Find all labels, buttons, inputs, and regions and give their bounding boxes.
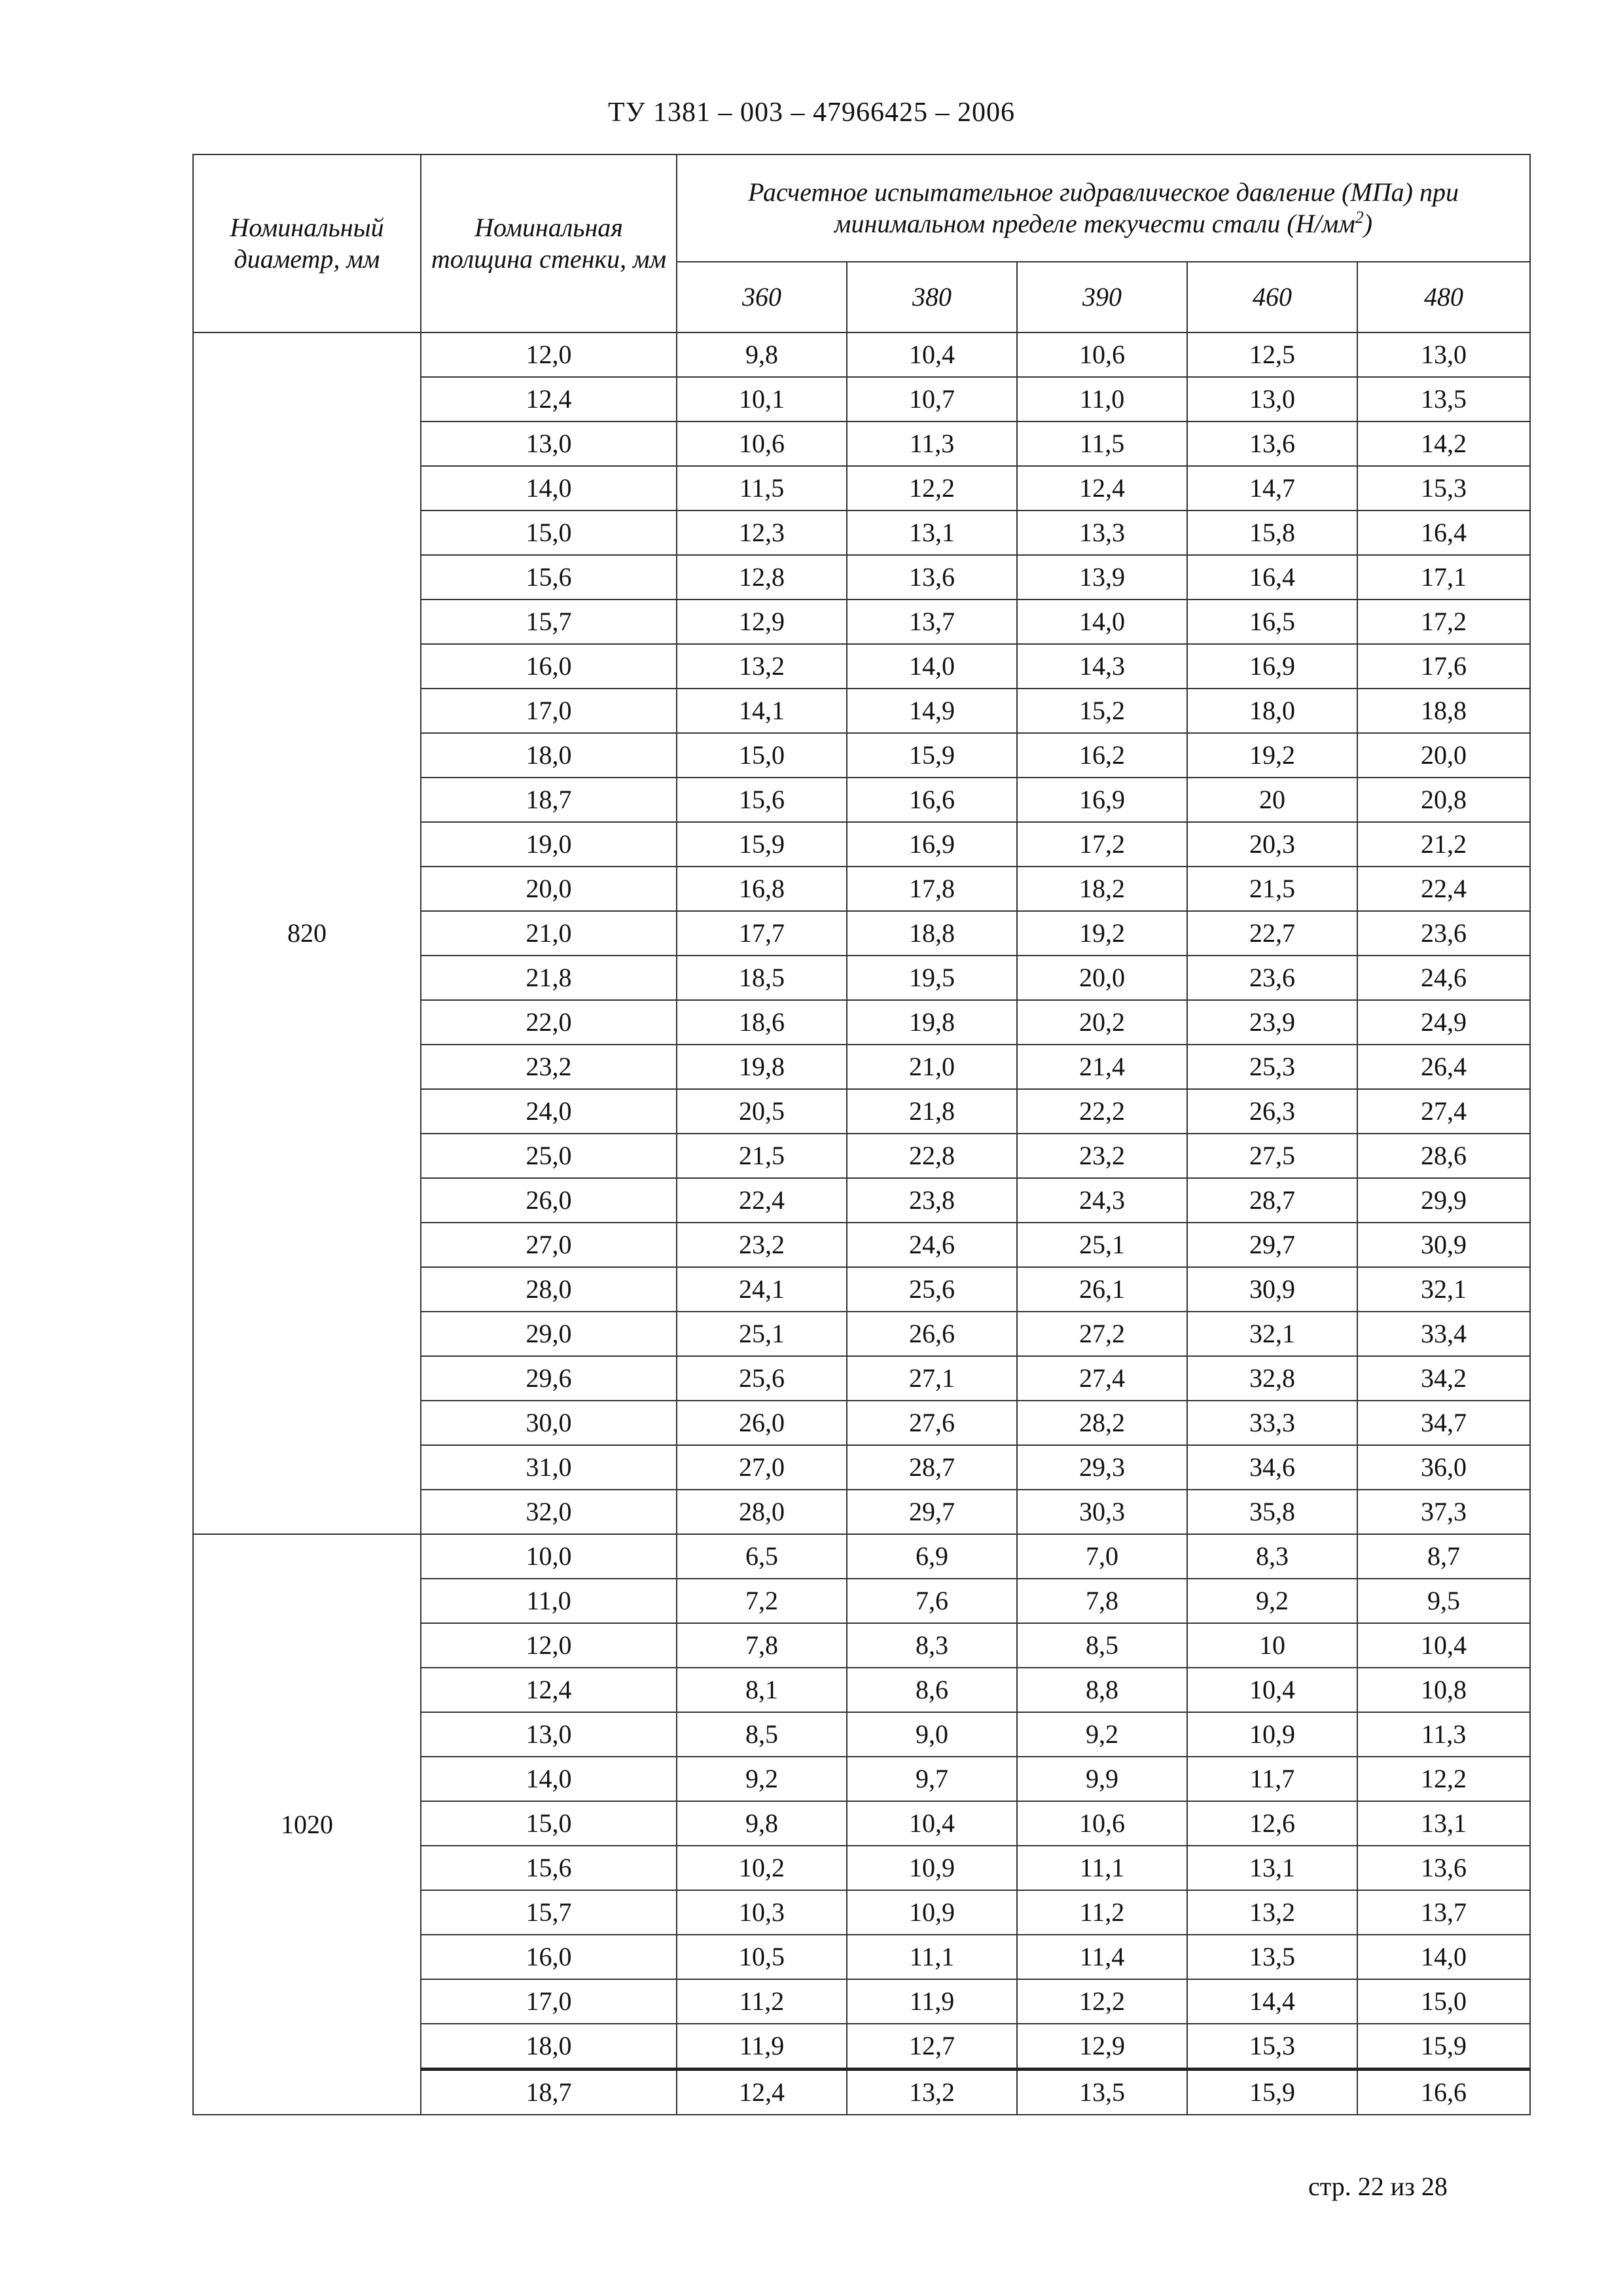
pressure-cell: 37,3 — [1357, 1490, 1530, 1534]
pressure-cell: 15,9 — [677, 822, 847, 867]
pressure-cell: 23,9 — [1187, 1000, 1357, 1045]
thickness-cell: 12,0 — [421, 1623, 677, 1668]
pressure-cell: 15,9 — [1187, 2070, 1357, 2115]
pressure-cell: 32,8 — [1187, 1356, 1357, 1401]
pressure-cell: 25,1 — [1017, 1223, 1187, 1267]
thickness-cell: 19,0 — [421, 822, 677, 867]
table-row — [193, 1534, 1530, 1579]
pressure-cell: 10,6 — [677, 422, 847, 466]
pressure-cell: 35,8 — [1187, 1490, 1357, 1534]
pressure-cell: 17,2 — [1017, 822, 1187, 867]
thickness-cell: 16,0 — [421, 1935, 677, 1979]
pressure-cell: 30,9 — [1357, 1223, 1530, 1267]
pressure-cell: 20 — [1187, 778, 1357, 822]
pressure-cell: 19,5 — [847, 956, 1017, 1000]
pressure-cell: 12,4 — [1017, 466, 1187, 511]
pressure-cell: 10,4 — [1357, 1623, 1530, 1668]
pressure-cell: 9,2 — [1187, 1579, 1357, 1623]
table-row — [193, 332, 1530, 377]
pressure-cell: 15,3 — [1187, 2024, 1357, 2070]
pressure-cell: 13,0 — [1357, 332, 1530, 377]
pressure-cell: 7,8 — [1017, 1579, 1187, 1623]
pressure-cell: 13,2 — [1187, 1890, 1357, 1935]
pressure-cell: 24,6 — [847, 1223, 1017, 1267]
pressure-cell: 8,1 — [677, 1668, 847, 1712]
pressure-cell: 12,4 — [677, 2070, 847, 2115]
pressure-cell: 18,8 — [1357, 689, 1530, 733]
pressure-cell: 36,0 — [1357, 1445, 1530, 1490]
pressure-cell: 18,6 — [677, 1000, 847, 1045]
pressure-cell: 12,2 — [1357, 1757, 1530, 1801]
header-test-pressure-sup: 2 — [1355, 207, 1364, 227]
header-yield-360: 360 — [677, 262, 847, 332]
pressure-cell: 19,8 — [847, 1000, 1017, 1045]
pressure-cell: 28,7 — [1187, 1178, 1357, 1223]
pressure-cell: 15,2 — [1017, 689, 1187, 733]
pressure-cell: 29,7 — [1187, 1223, 1357, 1267]
header-test-pressure-text: Расчетное испытательное гидравлическое давление (МПа) при минимальном пределе текучести стали (Н/мм — [748, 177, 1459, 238]
thickness-cell: 20,0 — [421, 867, 677, 911]
pressure-cell: 10,9 — [847, 1846, 1017, 1890]
pressure-cell: 20,8 — [1357, 778, 1530, 822]
pressure-cell: 27,5 — [1187, 1134, 1357, 1178]
pressure-cell: 13,6 — [1357, 1846, 1530, 1890]
thickness-cell: 24,0 — [421, 1089, 677, 1134]
pressure-cell: 13,5 — [1357, 377, 1530, 422]
pressure-cell: 26,1 — [1017, 1267, 1187, 1312]
thickness-cell: 21,0 — [421, 911, 677, 956]
pressure-cell: 6,5 — [677, 1534, 847, 1579]
pressure-cell: 11,3 — [847, 422, 1017, 466]
pressure-cell: 13,5 — [1017, 2070, 1187, 2115]
pressure-cell: 25,3 — [1187, 1045, 1357, 1089]
pressure-cell: 14,0 — [1357, 1935, 1530, 1979]
pressure-cell: 13,2 — [847, 2070, 1017, 2115]
pressure-cell: 10,8 — [1357, 1668, 1530, 1712]
pressure-cell: 10,7 — [847, 377, 1017, 422]
pressure-cell: 11,0 — [1017, 377, 1187, 422]
pressure-cell: 13,7 — [847, 600, 1017, 644]
header-nominal-diameter: Номинальный диаметр, мм — [193, 154, 421, 332]
thickness-cell: 15,6 — [421, 555, 677, 600]
pressure-cell: 19,8 — [677, 1045, 847, 1089]
pressure-cell: 17,8 — [847, 867, 1017, 911]
thickness-cell: 18,0 — [421, 733, 677, 778]
thickness-cell: 22,0 — [421, 1000, 677, 1045]
pressure-cell: 15,9 — [1357, 2024, 1530, 2070]
pressure-cell: 22,4 — [1357, 867, 1530, 911]
thickness-cell: 17,0 — [421, 689, 677, 733]
pressure-cell: 8,3 — [1187, 1534, 1357, 1579]
pressure-cell: 17,6 — [1357, 644, 1530, 689]
pressure-cell: 23,6 — [1187, 956, 1357, 1000]
header-test-pressure-close: ) — [1363, 209, 1373, 238]
thickness-cell: 15,0 — [421, 1801, 677, 1846]
pressure-cell: 10,4 — [847, 1801, 1017, 1846]
pressure-cell: 12,2 — [847, 466, 1017, 511]
pressure-cell: 18,2 — [1017, 867, 1187, 911]
pressure-cell: 18,8 — [847, 911, 1017, 956]
thickness-cell: 15,0 — [421, 511, 677, 555]
pressure-cell: 14,4 — [1187, 1979, 1357, 2024]
pressure-cell: 20,0 — [1017, 956, 1187, 1000]
pressure-cell: 34,7 — [1357, 1401, 1530, 1445]
pressure-cell: 16,8 — [677, 867, 847, 911]
pressure-cell: 11,3 — [1357, 1712, 1530, 1757]
pressure-cell: 15,3 — [1357, 466, 1530, 511]
pressure-cell: 15,0 — [677, 733, 847, 778]
pressure-cell: 12,8 — [677, 555, 847, 600]
pressure-cell: 22,2 — [1017, 1089, 1187, 1134]
pressure-cell: 28,0 — [677, 1490, 847, 1534]
pressure-cell: 18,0 — [1187, 689, 1357, 733]
pressure-cell: 27,2 — [1017, 1312, 1187, 1356]
thickness-cell: 17,0 — [421, 1979, 677, 2024]
pressure-cell: 8,8 — [1017, 1668, 1187, 1712]
pressure-cell: 21,2 — [1357, 822, 1530, 867]
thickness-cell: 29,0 — [421, 1312, 677, 1356]
header-yield-390: 390 — [1017, 262, 1187, 332]
pressure-cell: 21,5 — [1187, 867, 1357, 911]
pressure-cell: 13,5 — [1187, 1935, 1357, 1979]
pressure-cell: 16,9 — [1017, 778, 1187, 822]
thickness-cell: 13,0 — [421, 1712, 677, 1757]
thickness-cell: 12,4 — [421, 1668, 677, 1712]
pressure-cell: 12,2 — [1017, 1979, 1187, 2024]
pressure-cell: 8,5 — [677, 1712, 847, 1757]
pressure-cell: 21,5 — [677, 1134, 847, 1178]
pressure-cell: 14,1 — [677, 689, 847, 733]
header-yield-460: 460 — [1187, 262, 1357, 332]
pressure-cell: 10,3 — [677, 1890, 847, 1935]
pressure-cell: 11,2 — [1017, 1890, 1187, 1935]
pressure-cell: 17,2 — [1357, 600, 1530, 644]
pressure-cell: 27,4 — [1357, 1089, 1530, 1134]
pressure-cell: 8,6 — [847, 1668, 1017, 1712]
pressure-cell: 8,3 — [847, 1623, 1017, 1668]
pressure-cell: 16,5 — [1187, 600, 1357, 644]
pressure-cell: 21,8 — [847, 1089, 1017, 1134]
pressure-cell: 6,9 — [847, 1534, 1017, 1579]
thickness-cell: 18,7 — [421, 778, 677, 822]
pressure-cell: 25,1 — [677, 1312, 847, 1356]
pressure-cell: 10,9 — [847, 1890, 1017, 1935]
pressure-cell: 21,0 — [847, 1045, 1017, 1089]
pressure-cell: 14,7 — [1187, 466, 1357, 511]
pressure-cell: 27,6 — [847, 1401, 1017, 1445]
thickness-cell: 29,6 — [421, 1356, 677, 1401]
pressure-cell: 9,8 — [677, 332, 847, 377]
pressure-cell: 10 — [1187, 1623, 1357, 1668]
thickness-cell: 11,0 — [421, 1579, 677, 1623]
pressure-cell: 11,2 — [677, 1979, 847, 2024]
pressure-cell: 11,9 — [677, 2024, 847, 2070]
pressure-cell: 26,6 — [847, 1312, 1017, 1356]
pressure-cell: 28,2 — [1017, 1401, 1187, 1445]
pressure-cell: 23,2 — [1017, 1134, 1187, 1178]
pressure-cell: 12,5 — [1187, 332, 1357, 377]
pressure-cell: 16,4 — [1357, 511, 1530, 555]
pressure-cell: 14,2 — [1357, 422, 1530, 466]
pressure-cell: 32,1 — [1357, 1267, 1530, 1312]
pressure-cell: 16,9 — [1187, 644, 1357, 689]
pressure-cell: 12,9 — [1017, 2024, 1187, 2070]
pressure-cell: 13,6 — [1187, 422, 1357, 466]
pressure-cell: 9,0 — [847, 1712, 1017, 1757]
pressure-cell: 30,9 — [1187, 1267, 1357, 1312]
pressure-cell: 12,3 — [677, 511, 847, 555]
thickness-cell: 28,0 — [421, 1267, 677, 1312]
thickness-cell: 26,0 — [421, 1178, 677, 1223]
pressure-cell: 9,8 — [677, 1801, 847, 1846]
pressure-cell: 29,7 — [847, 1490, 1017, 1534]
pressure-cell: 16,6 — [1357, 2070, 1530, 2115]
pressure-cell: 11,1 — [847, 1935, 1017, 1979]
pressure-cell: 14,0 — [847, 644, 1017, 689]
pressure-cell: 13,1 — [1357, 1801, 1530, 1846]
pressure-cell: 14,3 — [1017, 644, 1187, 689]
pressure-cell: 26,0 — [677, 1401, 847, 1445]
pressure-cell: 29,3 — [1017, 1445, 1187, 1490]
thickness-cell: 13,0 — [421, 422, 677, 466]
pressure-cell: 9,2 — [1017, 1712, 1187, 1757]
pressure-cell: 24,1 — [677, 1267, 847, 1312]
pressure-cell: 17,1 — [1357, 555, 1530, 600]
pressure-cell: 12,6 — [1187, 1801, 1357, 1846]
pressure-cell: 11,9 — [847, 1979, 1017, 2024]
pressure-cell: 8,5 — [1017, 1623, 1187, 1668]
pressure-cell: 10,2 — [677, 1846, 847, 1890]
thickness-cell: 31,0 — [421, 1445, 677, 1490]
pressure-cell: 8,7 — [1357, 1534, 1530, 1579]
pressure-cell: 16,9 — [847, 822, 1017, 867]
pressure-cell: 11,5 — [1017, 422, 1187, 466]
pressure-cell: 21,4 — [1017, 1045, 1187, 1089]
pressure-cell: 22,7 — [1187, 911, 1357, 956]
pressure-cell: 28,6 — [1357, 1134, 1530, 1178]
pressure-cell: 27,4 — [1017, 1356, 1187, 1401]
pressure-cell: 13,3 — [1017, 511, 1187, 555]
thickness-cell: 32,0 — [421, 1490, 677, 1534]
header-wall-thickness: Номинальная толщина стенки, мм — [421, 154, 677, 332]
pressure-cell: 7,6 — [847, 1579, 1017, 1623]
pressure-cell: 14,0 — [1017, 600, 1187, 644]
pressure-cell: 11,1 — [1017, 1846, 1187, 1890]
pressure-cell: 11,4 — [1017, 1935, 1187, 1979]
pressure-table — [192, 154, 1531, 2115]
pressure-cell: 22,8 — [847, 1134, 1017, 1178]
pressure-cell: 14,9 — [847, 689, 1017, 733]
thickness-cell: 12,0 — [421, 332, 677, 377]
pressure-cell: 25,6 — [847, 1267, 1017, 1312]
pressure-cell: 7,8 — [677, 1623, 847, 1668]
pressure-cell: 16,4 — [1187, 555, 1357, 600]
pressure-cell: 9,9 — [1017, 1757, 1187, 1801]
pressure-cell: 20,5 — [677, 1089, 847, 1134]
pressure-cell: 34,2 — [1357, 1356, 1530, 1401]
pressure-cell: 24,3 — [1017, 1178, 1187, 1223]
thickness-cell: 14,0 — [421, 1757, 677, 1801]
pressure-cell: 15,9 — [847, 733, 1017, 778]
pressure-cell: 12,7 — [847, 2024, 1017, 2070]
pressure-cell: 33,3 — [1187, 1401, 1357, 1445]
pressure-cell: 15,6 — [677, 778, 847, 822]
pressure-cell: 22,4 — [677, 1178, 847, 1223]
pressure-cell: 7,0 — [1017, 1534, 1187, 1579]
pressure-cell: 13,1 — [1187, 1846, 1357, 1890]
pressure-cell: 16,2 — [1017, 733, 1187, 778]
pressure-cell: 11,7 — [1187, 1757, 1357, 1801]
pressure-cell: 9,2 — [677, 1757, 847, 1801]
pressure-cell: 24,9 — [1357, 1000, 1530, 1045]
pressure-cell: 23,8 — [847, 1178, 1017, 1223]
pressure-cell: 23,2 — [677, 1223, 847, 1267]
header-test-pressure — [677, 154, 1530, 262]
pressure-cell: 10,4 — [847, 332, 1017, 377]
pressure-cell: 19,2 — [1017, 911, 1187, 956]
thickness-cell: 15,6 — [421, 1846, 677, 1890]
thickness-cell: 15,7 — [421, 1890, 677, 1935]
pressure-cell: 16,6 — [847, 778, 1017, 822]
pressure-cell: 10,9 — [1187, 1712, 1357, 1757]
pressure-cell: 20,0 — [1357, 733, 1530, 778]
pressure-cell: 27,0 — [677, 1445, 847, 1490]
pressure-cell: 18,5 — [677, 956, 847, 1000]
pressure-cell: 7,2 — [677, 1579, 847, 1623]
thickness-cell: 25,0 — [421, 1134, 677, 1178]
pressure-cell: 26,4 — [1357, 1045, 1530, 1089]
pressure-cell: 26,3 — [1187, 1089, 1357, 1134]
pressure-cell: 24,6 — [1357, 956, 1530, 1000]
header-yield-380: 380 — [847, 262, 1017, 332]
pressure-cell: 13,6 — [847, 555, 1017, 600]
pressure-cell: 10,6 — [1017, 1801, 1187, 1846]
header-yield-480: 480 — [1357, 262, 1530, 332]
pressure-cell: 10,1 — [677, 377, 847, 422]
pressure-cell: 25,6 — [677, 1356, 847, 1401]
thickness-cell: 10,0 — [421, 1534, 677, 1579]
thickness-cell: 23,2 — [421, 1045, 677, 1089]
pressure-cell: 15,0 — [1357, 1979, 1530, 2024]
thickness-cell: 14,0 — [421, 466, 677, 511]
pressure-cell: 30,3 — [1017, 1490, 1187, 1534]
thickness-cell: 16,0 — [421, 644, 677, 689]
pressure-cell: 20,2 — [1017, 1000, 1187, 1045]
pressure-cell: 20,3 — [1187, 822, 1357, 867]
diameter-cell: 820 — [193, 332, 421, 1534]
pressure-cell: 19,2 — [1187, 733, 1357, 778]
pressure-cell: 23,6 — [1357, 911, 1530, 956]
thickness-cell: 12,4 — [421, 377, 677, 422]
pressure-cell: 13,0 — [1187, 377, 1357, 422]
pressure-cell: 10,5 — [677, 1935, 847, 1979]
pressure-cell: 10,6 — [1017, 332, 1187, 377]
pressure-cell: 10,4 — [1187, 1668, 1357, 1712]
thickness-cell: 30,0 — [421, 1401, 677, 1445]
thickness-cell: 15,7 — [421, 600, 677, 644]
pressure-cell: 13,9 — [1017, 555, 1187, 600]
pressure-cell: 15,8 — [1187, 511, 1357, 555]
pressure-cell: 34,6 — [1187, 1445, 1357, 1490]
diameter-cell: 1020 — [193, 1534, 421, 2115]
pressure-cell: 28,7 — [847, 1445, 1017, 1490]
pressure-cell: 33,4 — [1357, 1312, 1530, 1356]
document-header: ТУ 1381 – 003 – 47966425 – 2006 — [608, 98, 1015, 128]
thickness-cell: 18,0 — [421, 2024, 677, 2070]
thickness-cell: 18,7 — [421, 2070, 677, 2115]
pressure-cell: 9,7 — [847, 1757, 1017, 1801]
thickness-cell: 27,0 — [421, 1223, 677, 1267]
pressure-cell: 13,1 — [847, 511, 1017, 555]
pressure-cell: 13,2 — [677, 644, 847, 689]
pressure-cell: 13,7 — [1357, 1890, 1530, 1935]
pressure-cell: 32,1 — [1187, 1312, 1357, 1356]
page-number: стр. 22 из 28 — [1308, 2172, 1448, 2201]
thickness-cell: 21,8 — [421, 956, 677, 1000]
pressure-cell: 29,9 — [1357, 1178, 1530, 1223]
pressure-cell: 27,1 — [847, 1356, 1017, 1401]
pressure-cell: 11,5 — [677, 466, 847, 511]
pressure-cell: 12,9 — [677, 600, 847, 644]
pressure-cell: 9,5 — [1357, 1579, 1530, 1623]
pressure-cell: 17,7 — [677, 911, 847, 956]
